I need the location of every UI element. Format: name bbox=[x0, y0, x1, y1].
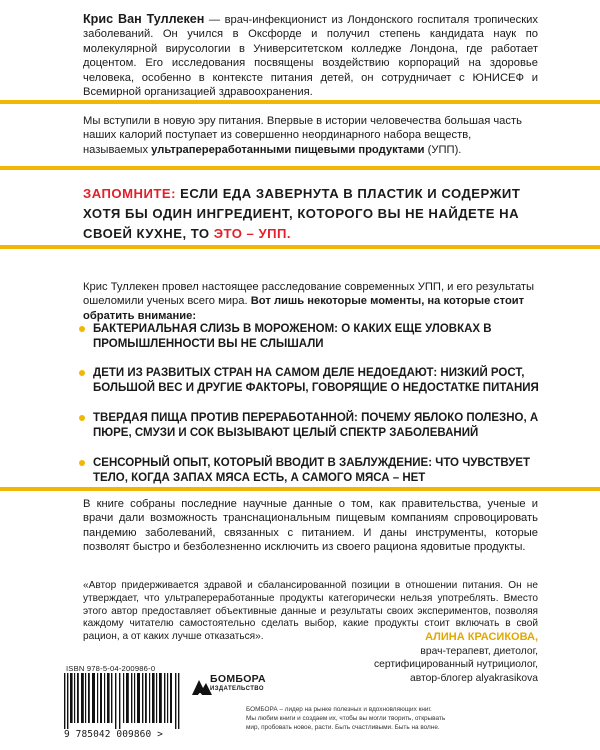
bullet-dot-icon bbox=[79, 370, 85, 376]
reviewer-title-3: автор-блогер alyakrasikova bbox=[410, 672, 538, 684]
intro-text: Мы вступили в новую эру питания. Впервые в истории человечества большая часть наших калорий поступает из совершенно неординарного набора веществ, называемых bbox=[83, 115, 522, 156]
list-item-text: ДЕТИ ИЗ РАЗВИТЫХ СТРАН НА САМОМ ДЕЛЕ НЕДОЕДАЮТ: НИЗКИЙ РОСТ, БОЛЬШОЙ ВЕС И ДРУГИЕ ФАКТОРЫ, ГОВОРЯЩИЕ О НЕДОСТАТКЕ ПИТАНИЯ bbox=[93, 367, 539, 394]
publisher-name: БОМБОРА bbox=[210, 673, 266, 685]
publisher-blurb-line: БОМБОРА – лидер на рынке полезных и вдохновляющих книг. bbox=[246, 706, 432, 713]
remember-callout bbox=[83, 184, 543, 244]
publisher-blurb-line: Мы любим книги и создаем их, чтобы вы могли творить, открывать bbox=[246, 715, 446, 722]
investigation-text: Крис Туллекен провел настоящее расследование современных УПП, и его результаты ошеломили ученых всего мира. bbox=[83, 281, 535, 308]
publisher-blurb bbox=[246, 705, 546, 732]
investigation-bold: Вот лишь некоторые моменты, на которые стоит обратить внимание: bbox=[83, 295, 525, 322]
divider-bottom bbox=[0, 487, 600, 491]
barcode-digits: 9 785042 009860 > bbox=[64, 729, 163, 740]
divider-callout-bottom bbox=[0, 245, 600, 249]
publisher-subtitle: ИЗДАТЕЛЬСТВО bbox=[210, 686, 264, 692]
reviewer-signature bbox=[308, 631, 538, 685]
isbn-label: ISBN 978-5-04-200986-0 bbox=[66, 664, 156, 673]
publisher-blurb-line: мир, пробовать новое, расти. Быть счастливыми. Быть на волне. bbox=[246, 724, 440, 731]
list-item-text: БАКТЕРИАЛЬНАЯ СЛИЗЬ В МОРОЖЕНОМ: О КАКИХ ЕЩЕ УЛОВКАХ В ПРОМЫШЛЕННОСТИ ВЫ НЕ СЛЫШАЛИ bbox=[93, 323, 492, 350]
intro-paragraph bbox=[83, 114, 538, 157]
summary-paragraph: В книге собраны последние научные данные о том, как правительства, ученые и врачи дали возможность транснациональным пищевым компаниям спровоцировать пандемию заболеваний, связанных с питанием. И даны инструменты, которые позволят быстро и безболезненно исключить из своего рациона ядовитые продукты. bbox=[83, 498, 538, 554]
divider-callout-top bbox=[0, 166, 600, 170]
intro-bold: ультрапереработанными пищевыми продуктами bbox=[151, 143, 425, 156]
author-name: Крис Ван Туллекен bbox=[83, 12, 205, 26]
review-quote: «Автор придерживается здравой и сбалансированной позиции в отношении питания. Он не утверждает, что ультрапереработанные продукты категорически нельзя употреблять. Вместо этого автор предоставляет объективные данные и результаты своих экспериментов, позволяя каждому читателю самостоятельно сделать выбор, какие продукты стоит включать в свой рацион, а от каких лучше отказаться». bbox=[83, 580, 538, 643]
intro-tail: (УПП). bbox=[424, 143, 462, 156]
list-item-text: СЕНСОРНЫЙ ОПЫТ, КОТОРЫЙ ВВОДИТ В ЗАБЛУЖДЕНИЕ: ЧТО ЧУВСТВУЕТ ТЕЛО, КОГДА ЗАПАХ МЯСА ЕСТЬ, А САМОГО МЯСА – НЕТ bbox=[93, 457, 531, 484]
bullet-dot-icon bbox=[79, 326, 85, 332]
bullet-dot-icon bbox=[79, 460, 85, 466]
list-item bbox=[83, 322, 553, 351]
list-item bbox=[83, 456, 553, 485]
barcode-icon bbox=[64, 673, 182, 729]
reviewer-name: АЛИНА КРАСИКОВА, bbox=[425, 631, 538, 643]
author-bio-text: — врач-инфекционист из Лондонского госпиталя тропических заболеваний. Он учился в Оксфорде и получил степень кандидата наук по молекулярной вирусологии в Университетском колледже Лондона, где работает доцентом. Его исследования посвящены воздействию корпораций на здоровье человека, особенно в контексте питания детей, он сотрудничает с ЮНИСЕФ и Всемирной организацией здравоохранения. bbox=[83, 14, 538, 99]
bullet-dot-icon bbox=[79, 415, 85, 421]
callout-highlight: ЭТО – УПП. bbox=[213, 226, 292, 241]
investigation-paragraph bbox=[83, 280, 538, 323]
reviewer-title-2: сертифицированный нутрициолог, bbox=[373, 659, 538, 670]
callout-body: ЕСЛИ ЕДА ЗАВЕРНУТА В ПЛАСТИК И СОДЕРЖИТ ХОТЯ БЫ ОДИН ИНГРЕДИЕНТ, КОТОРОГО ВЫ НЕ НАЙДЕТЕ НА СВОЕЙ КУХНЕ, ТО bbox=[83, 186, 521, 241]
list-item bbox=[83, 366, 553, 395]
divider-top bbox=[0, 100, 600, 104]
author-bio bbox=[83, 12, 538, 99]
callout-lead: ЗАПОМНИТЕ: bbox=[83, 186, 176, 201]
reviewer-title-1: врач-терапевт, диетолог, bbox=[420, 645, 538, 657]
list-item bbox=[83, 411, 553, 440]
list-item-text: ТВЕРДАЯ ПИЩА ПРОТИВ ПЕРЕРАБОТАННОЙ: ПОЧЕМУ ЯБЛОКО ПОЛЕЗНО, А ПЮРЕ, СМУЗИ И СОК ВЫЗЫВАЮТ ЦЕЛЫЙ СПЕКТР ЗАБОЛЕВАНИЙ bbox=[93, 412, 539, 439]
